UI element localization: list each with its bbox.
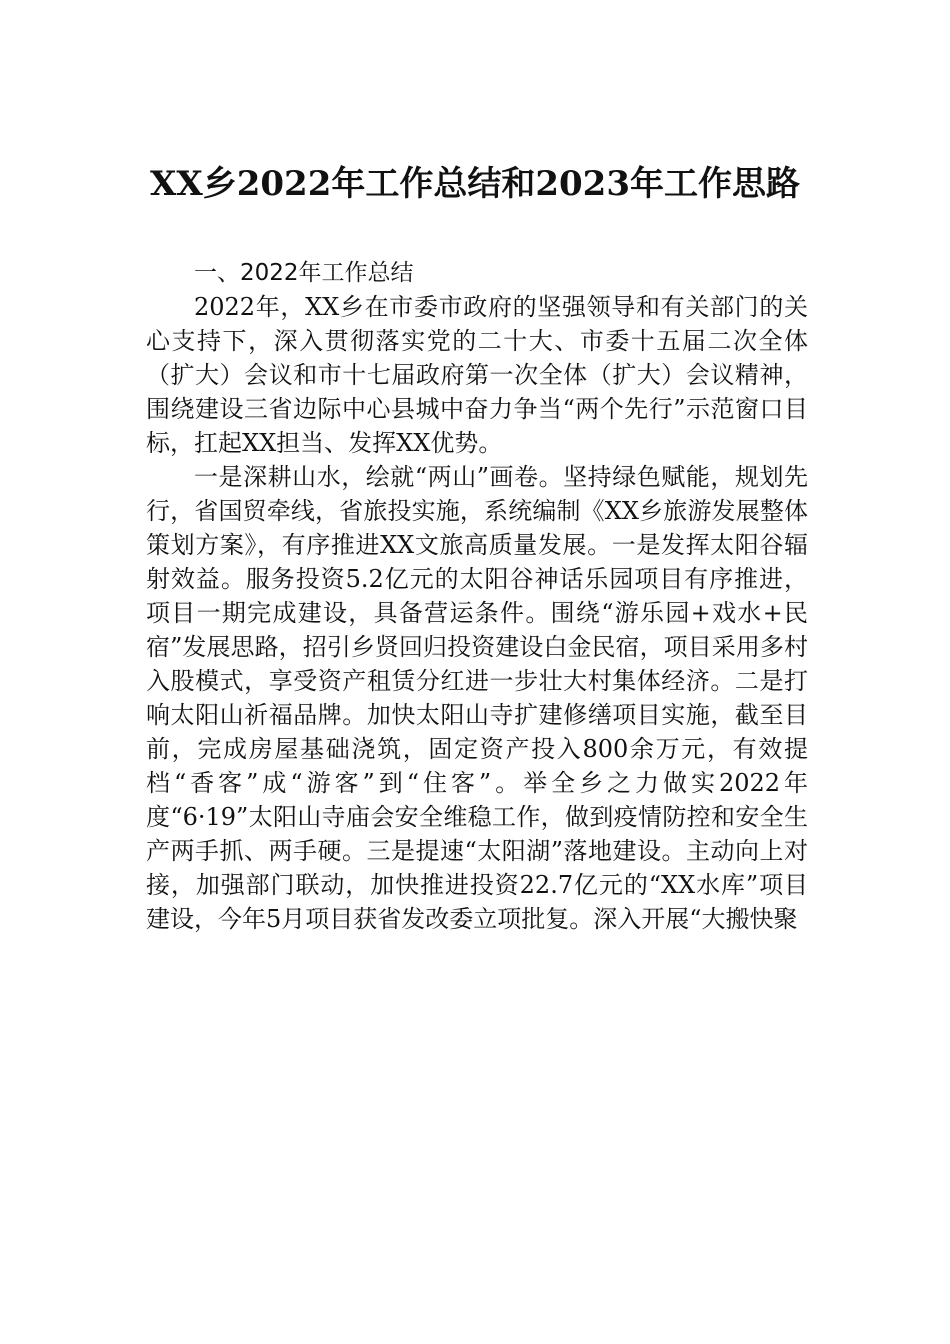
paragraph: 一是深耕山水，绘就“两山”画卷。坚持绿色赋能，规划先行，省国贸牵线，省旅投实施，系统编制《XX乡旅游发展整体策划方案》，有序推进XX文旅高质量发展。一是发挥太阳谷辐射效益。服务投资5.2亿元的太阳谷神话乐园项目有序推进，项目一期完成建设，具备营运条件。围绕“游乐园+戏水+民宿”发展思路，招引乡贤回归投资建设白金民宿，项目采用多村入股模式，享受资产租赁分红进一步壮大村集体经济。二是打响太阳山祈福品牌。加快太阳山寺扩建修缮项目实施，截至目前，完成房屋基础浇筑，固定资产投入800余万元，有效提档“香客”成“游客”到“住客”。举全乡之力做实2022年度“6·19”太阳山寺庙会安全维稳工作，做到疫情防控和安全生产两手抓、两手硬。三是提速“太阳湖”落地建设。主动向上对接，加强部门联动，加快推进投资22.7亿元的“XX水库”项目建设，今年5月项目获省发改委立项批复。深入开展“大搬快聚 — [146, 463, 808, 933]
document-body — [146, 222, 808, 936]
paragraph: 2022年，XX乡在市委市政府的坚强领导和有关部门的关心支持下，深入贯彻落实党的二十大、市委十五届二次全体（扩大）会议和市十七届政府第一次全体（扩大）会议精神，围绕建设三省边际中心县城中奋力争当“两个先行”示范窗口目标，扛起XX担当、发挥XX优势。 — [146, 293, 808, 457]
document-title: XX乡2022年工作总结和2023年工作思路 — [149, 164, 801, 204]
section-heading: 一、2022年工作总结 — [194, 260, 414, 286]
